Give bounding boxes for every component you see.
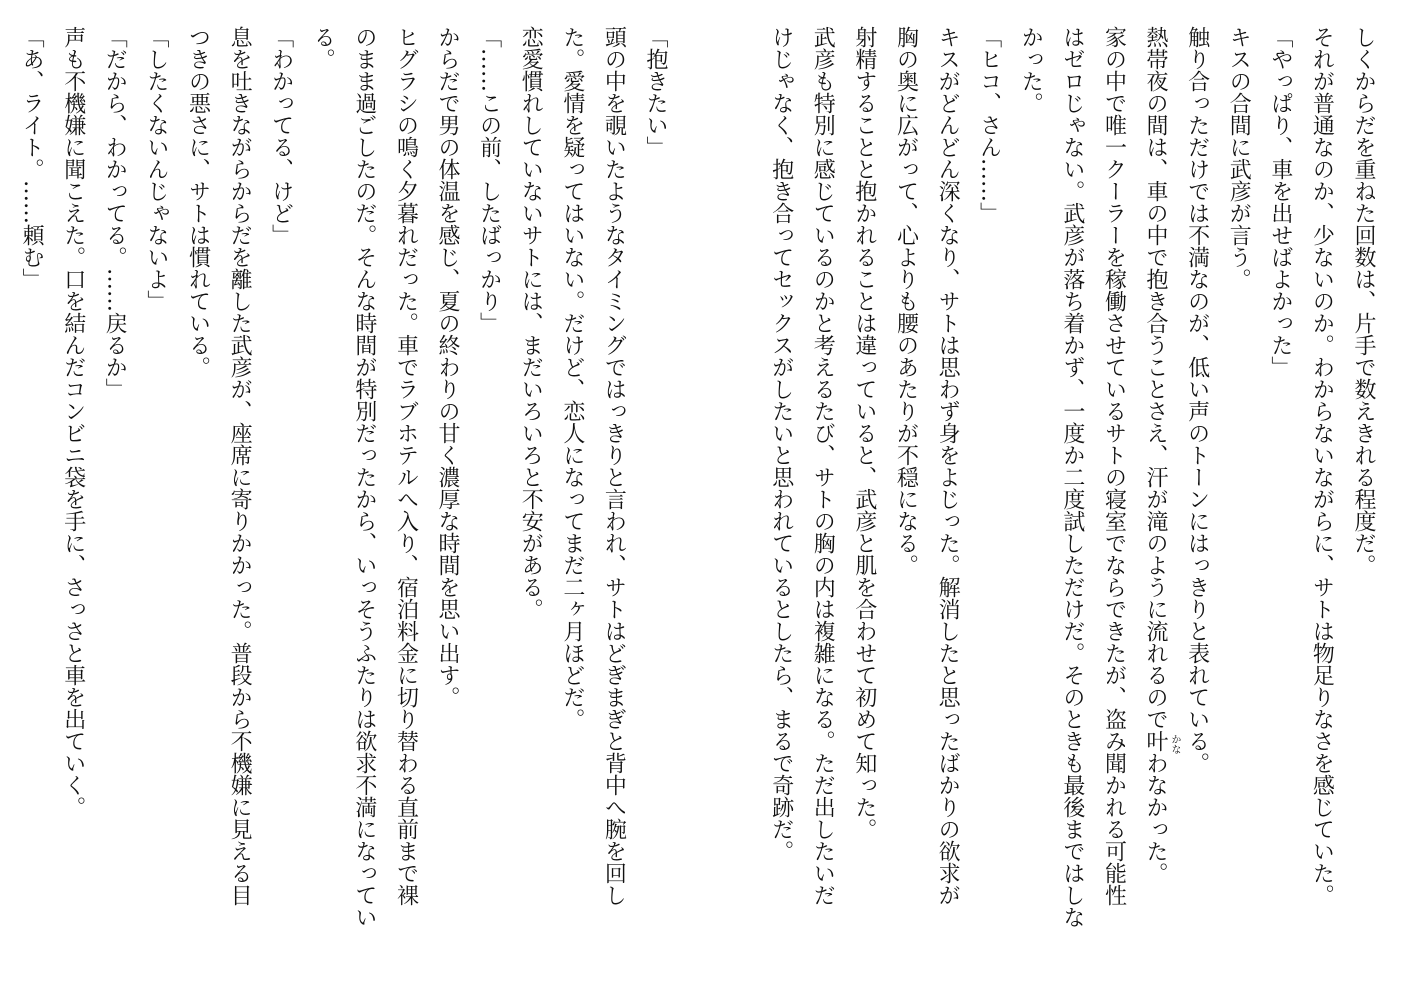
text-line: 胸の奥に広がって、心よりも腰のあたりが不穏になる。	[893, 26, 919, 576]
text-line: 「だから、わかってる。……戻るか」	[102, 26, 128, 400]
text-line: 声も不機嫌に聞こえた。口を結んだコンビニ袋を手に、さっさと車を出ていく。	[60, 26, 86, 818]
text-line: キスがどんどん深くなり、サトは思わず身をよじった。解消したと思ったばかりの欲求が	[935, 26, 961, 906]
left-page	[0, 26, 676, 986]
text-line: 息を吐きながらからだを離した武彦が、座席に寄りかかった。普段から不機嫌に見える目	[227, 26, 253, 906]
text-line: 触り合っただけでは不満なのが、低い声のトーンにはっきりと表れている。	[1184, 26, 1210, 774]
text-line: それが普通なのか、少ないのか。わからないながらに、サトは物足りなさを感じていた。	[1309, 26, 1335, 906]
ruby-reading: かな	[1169, 734, 1181, 754]
text-line: けじゃなく、抱き合ってセックスがしたいと思われているとしたら、まるで奇跡だ。	[768, 26, 794, 862]
text-line: 「あ、ライト。……頼む」	[19, 26, 45, 290]
text-line: キスの合間に武彦が言う。	[1226, 26, 1252, 290]
text-line: かった。	[1018, 26, 1044, 114]
text-line: 「ヒコ、さん……」	[976, 26, 1002, 224]
text-segment: わなかった。	[1143, 752, 1169, 884]
text-line: 射精することと抱かれることは違っていると、武彦と肌を合わせて初めて知った。	[851, 26, 877, 840]
text-line: 頭の中を覗いたようなタイミングではっきりと言われ、サトはどぎまぎと背中へ腕を回し	[601, 26, 627, 906]
text-line: 家の中で唯一クーラーを稼働させているサトの寝室でならできたが、盗み聞かれる可能性	[1101, 26, 1127, 906]
text-line: た。愛情を疑ってはいない。だけど、恋人になってまだ二ヶ月ほどだ。	[559, 26, 585, 730]
text-line: 「やっぱり、車を出せばよかった」	[1267, 26, 1293, 378]
text-line: はゼロじゃない。武彦が落ち着かず、一度か二度試しただけだ。そのときも最後まではしな	[1059, 26, 1085, 928]
text-line: つきの悪さに、サトは慣れている。	[185, 26, 211, 378]
text-line: しくからだを重ねた回数は、片手で数えきれる程度だ。	[1351, 26, 1376, 576]
text-line: のまま過ごしたのだ。そんな時間が特別だったから、いっそうふたりは欲求不満になってい	[351, 26, 377, 928]
ruby-base	[1143, 730, 1181, 754]
text-line: る。	[310, 26, 336, 70]
text-line: 恋愛慣れしていないサトには、まだいろいろと不安がある。	[518, 26, 544, 620]
text-line: 「したくないんじゃないよ」	[143, 26, 169, 312]
ruby-base-text: 叶	[1143, 730, 1169, 752]
text-segment: 熱帯夜の間は、車の中で抱き合うことさえ、汗が滝のように流れるので	[1143, 26, 1169, 730]
right-page	[694, 26, 1384, 986]
text-line: 「わかってる、けど」	[268, 26, 294, 246]
text-line-with-ruby	[1134, 26, 1181, 986]
text-line: 武彦も特別に感じているのかと考えるたび、サトの胸の内は複雑になる。ただ出したいだ	[810, 26, 836, 906]
text-line: 「……この前、したばっかり」	[476, 26, 502, 334]
text-line: からだで男の体温を感じ、夏の終わりの甘く濃厚な時間を思い出す。	[435, 26, 461, 708]
text-line: 「抱きたい」	[643, 26, 668, 158]
text-line: ヒグラシの鳴く夕暮れだった。車でラブホテルへ入り、宿泊料金に切り替わる直前まで裸	[393, 26, 419, 906]
